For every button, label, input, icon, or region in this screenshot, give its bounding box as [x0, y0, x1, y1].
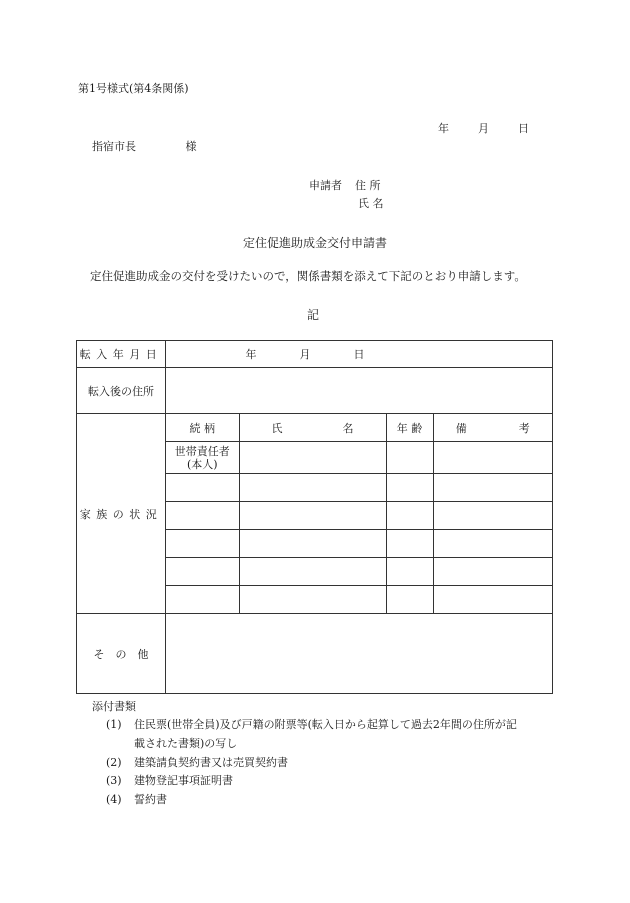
table-cell [166, 474, 239, 502]
applicant-name-line [358, 195, 384, 211]
table-cell [239, 442, 386, 474]
table-cell [433, 558, 552, 586]
name-label: 氏 名 [358, 197, 384, 210]
list-item: (2) 建築請負契約書又は売買契約書 [106, 756, 288, 769]
age-header: 年 齢 [386, 414, 433, 442]
table-row [166, 530, 552, 558]
move-date-value: 年 月 日 [166, 341, 553, 368]
address-after-value [166, 368, 553, 414]
table-row [166, 586, 552, 614]
table-row [166, 502, 552, 530]
table-row [166, 558, 552, 586]
table-cell [433, 502, 552, 530]
table-row [166, 474, 552, 502]
address-label: 住 所 [355, 179, 381, 192]
date-day: 日 [518, 122, 529, 135]
table-cell [386, 530, 433, 558]
document-title: 定住促進助成金交付申請書 [242, 236, 387, 250]
table-cell [433, 442, 552, 474]
table-cell [386, 502, 433, 530]
table-cell [386, 474, 433, 502]
applicant-label: 申請者 [309, 179, 342, 192]
body-text: 定住促進助成金の交付を受けたいので，関係書類を添えて下記のとおり申請します。 [90, 269, 526, 283]
table-cell [166, 530, 239, 558]
family-table-cell [166, 414, 553, 614]
relation-header: 続 柄 [166, 414, 239, 442]
table-cell [386, 586, 433, 614]
attachments-title: 添付書類 [92, 700, 136, 713]
addressee-name: 指宿市長 [92, 140, 136, 153]
table-cell [433, 586, 552, 614]
table-cell [166, 586, 239, 614]
date-year: 年 [438, 122, 449, 135]
list-item: (1) 住民票(世帯全員)及び戸籍の附票等(転入日から起算して過去2年間の住所が記 [106, 718, 517, 731]
date-month: 月 [478, 122, 489, 135]
move-date-label: 転入年月日 [77, 341, 166, 368]
table-cell [433, 530, 552, 558]
address-after-label: 転入後の住所 [77, 368, 166, 414]
family-header-row [166, 414, 552, 442]
family-label: 家族の状況 [77, 414, 166, 614]
table-cell [239, 586, 386, 614]
ki-heading: 記 [306, 308, 319, 322]
head-of-household-cell: 世帯責任者 (本人) [166, 442, 239, 474]
list-item-continuation: 載された書類)の写し [134, 737, 238, 750]
list-item: (3) 建物登記事項証明書 [106, 774, 233, 787]
remarks-header: 備 考 [433, 414, 552, 442]
addressee-honorific: 様 [185, 140, 197, 153]
table-row [166, 442, 552, 474]
form-number: 第1号様式(第4条関係) [78, 82, 189, 95]
name-header: 氏 名 [239, 414, 386, 442]
table-cell [433, 474, 552, 502]
table-cell [166, 502, 239, 530]
table-cell [166, 558, 239, 586]
list-item: (4) 誓約書 [106, 793, 167, 806]
other-label: そ の 他 [77, 614, 166, 694]
family-table [166, 414, 552, 613]
table-cell [239, 502, 386, 530]
table-cell [386, 442, 433, 474]
application-table [76, 340, 553, 694]
addressee [92, 138, 197, 154]
date-line [438, 120, 529, 136]
table-cell [239, 558, 386, 586]
table-cell [239, 474, 386, 502]
table-cell [386, 558, 433, 586]
applicant-address-line [309, 177, 381, 193]
table-cell [239, 530, 386, 558]
other-value [166, 614, 553, 694]
